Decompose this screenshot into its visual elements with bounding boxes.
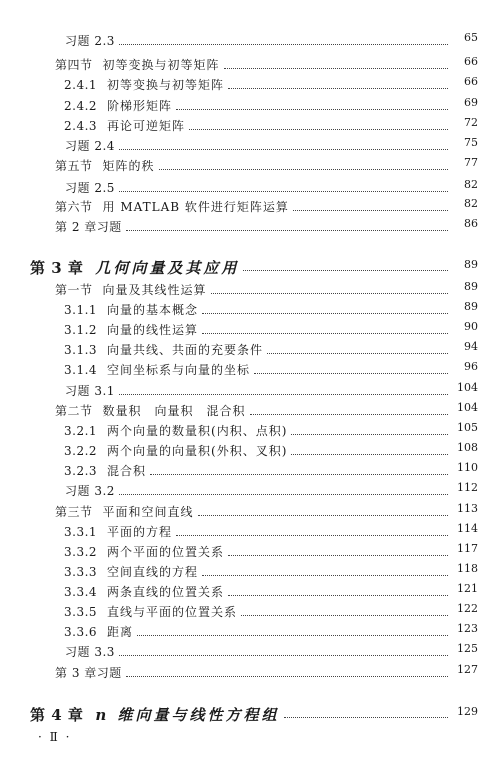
toc-entry-page: 105 xyxy=(457,421,478,434)
toc-entry-label xyxy=(64,119,185,133)
toc-entry-label xyxy=(64,343,263,357)
toc-entry-label xyxy=(64,625,133,639)
toc-entry-number: 3.1.2 xyxy=(64,323,98,337)
toc-entry-number: 2.4.1 xyxy=(64,78,98,92)
toc-entry-title: 向量的基本概念 xyxy=(107,303,199,317)
toc-entry-title: 几何向量及其应用 xyxy=(95,259,240,277)
dot-leader xyxy=(284,716,448,718)
toc-entry-title: 直线与平面的位置关系 xyxy=(107,605,238,619)
toc-entry-label xyxy=(64,565,198,579)
toc-entry xyxy=(0,337,500,357)
dot-leader xyxy=(198,514,448,516)
dot-leader xyxy=(291,433,448,435)
dot-leader xyxy=(228,87,448,89)
toc-entry-page: 66 xyxy=(464,55,478,68)
toc-entry-label xyxy=(64,303,198,317)
dot-leader xyxy=(228,554,448,556)
toc-entry-label xyxy=(64,78,224,92)
toc-entry-label xyxy=(55,220,122,234)
toc-entry-title: 初等变换与初等矩阵 xyxy=(107,78,225,92)
toc-entry-page: 86 xyxy=(464,217,478,230)
toc-entry xyxy=(0,438,500,458)
toc-entry-label xyxy=(55,200,289,214)
toc-entry-label xyxy=(55,58,220,72)
toc-entry-label xyxy=(65,34,115,48)
dot-leader xyxy=(224,67,448,69)
toc-entry-page: 129 xyxy=(457,705,478,718)
toc-entry-number: 3.3.6 xyxy=(64,625,98,639)
toc-entry-number: 3.2.1 xyxy=(64,424,98,438)
toc-entry xyxy=(0,458,500,478)
toc-entry xyxy=(0,153,500,173)
toc-entry-title: 向量及其线性运算 xyxy=(102,283,207,297)
toc-entry-label xyxy=(65,181,115,195)
toc-entry-number: 第二节 xyxy=(55,404,93,418)
toc-entry-page: 127 xyxy=(457,663,478,676)
dot-leader xyxy=(202,332,448,334)
toc-entry-title: 数量积 向量积 混合积 xyxy=(102,404,246,418)
toc-entry xyxy=(0,93,500,113)
toc-entry xyxy=(0,194,500,214)
dot-leader xyxy=(126,229,448,231)
dot-leader xyxy=(150,473,448,475)
toc-entry-title: 两条直线的位置关系 xyxy=(107,585,225,599)
toc-entry-number: 2.4.3 xyxy=(64,119,98,133)
toc-entry xyxy=(0,579,500,599)
toc-entry-number: 3.1.1 xyxy=(64,303,98,317)
toc-entry xyxy=(0,133,500,153)
dot-leader xyxy=(211,292,448,294)
toc-entry xyxy=(0,277,500,297)
toc-entry xyxy=(0,255,500,275)
toc-entry-number: 第 4 章 xyxy=(30,706,84,724)
toc-entry-page: 65 xyxy=(464,31,478,44)
toc-entry-title: n 维向量与线性方程组 xyxy=(95,706,280,724)
dot-leader xyxy=(243,269,448,271)
toc-entry xyxy=(0,660,500,680)
toc-entry-title: 向量共线、共面的充要条件 xyxy=(107,343,264,357)
toc-entry-page: 114 xyxy=(457,522,478,535)
toc-entry-page: 110 xyxy=(457,461,478,474)
toc-entry xyxy=(0,519,500,539)
toc-entry-title: 混合积 xyxy=(107,464,147,478)
toc-entry-number: 3.2.2 xyxy=(64,444,98,458)
toc-entry-number: 第六节 xyxy=(55,200,93,214)
toc-entry-label xyxy=(64,323,198,337)
toc-entry-title: 空间直线的方程 xyxy=(107,565,199,579)
toc-entry xyxy=(0,72,500,92)
toc-entry-page: 121 xyxy=(457,582,478,595)
toc-entry xyxy=(0,378,500,398)
toc-entry xyxy=(0,539,500,559)
toc-entry-title: 距离 xyxy=(107,625,134,639)
toc-entry-title: 空间坐标系与向量的坐标 xyxy=(107,363,251,377)
toc-entry-page: 66 xyxy=(464,75,478,88)
toc-entry xyxy=(0,317,500,337)
toc-entry-page: 122 xyxy=(457,602,478,615)
toc-entry-title: 用 MATLAB 软件进行矩阵运算 xyxy=(102,200,289,214)
toc-entry-number: 第 2 章习题 xyxy=(55,220,122,234)
dot-leader xyxy=(250,413,448,415)
dot-leader xyxy=(241,614,448,616)
toc-entry-page: 89 xyxy=(464,258,478,271)
toc-entry-page: 82 xyxy=(464,178,478,191)
toc-entry xyxy=(0,214,500,234)
toc-entry xyxy=(0,113,500,133)
toc-entry xyxy=(0,499,500,519)
toc-entry-number: 第 3 章 xyxy=(30,259,84,277)
toc-entry xyxy=(0,52,500,72)
toc-entry-label xyxy=(30,708,280,722)
toc-entry-page: 82 xyxy=(464,197,478,210)
toc-entry-page: 69 xyxy=(464,96,478,109)
toc-entry xyxy=(0,418,500,438)
toc-entry-number: 3.3.2 xyxy=(64,545,98,559)
toc-entry-label xyxy=(65,484,115,498)
dot-leader xyxy=(126,675,448,677)
toc-entry-number: 习题 2.4 xyxy=(65,139,115,153)
toc-entry-page: 113 xyxy=(457,502,478,515)
toc-entry-number: 第三节 xyxy=(55,505,93,519)
toc-entry-title: 矩阵的秩 xyxy=(102,159,155,173)
toc-entry-number: 3.3.5 xyxy=(64,605,98,619)
dot-leader xyxy=(137,634,448,636)
toc-entry-number: 3.3.3 xyxy=(64,565,98,579)
dot-leader xyxy=(119,148,448,150)
toc-entry-page: 72 xyxy=(464,116,478,129)
toc-entry-page: 108 xyxy=(457,441,478,454)
dot-leader xyxy=(159,168,448,170)
toc-entry-page: 96 xyxy=(464,360,478,373)
toc-entry-number: 第 3 章习题 xyxy=(55,666,122,680)
toc-entry-number: 习题 2.3 xyxy=(65,34,115,48)
toc-entry-label xyxy=(64,99,172,113)
toc-entry-label xyxy=(65,384,115,398)
toc-entry-page: 89 xyxy=(464,280,478,293)
toc-entry-label xyxy=(55,666,122,680)
toc-entry xyxy=(0,357,500,377)
dot-leader xyxy=(119,190,448,192)
toc-entry-label xyxy=(55,505,194,519)
dot-leader xyxy=(254,372,448,374)
toc-entry-label xyxy=(55,404,246,418)
toc-entry-page: 118 xyxy=(457,562,478,575)
toc-entry-label xyxy=(65,139,115,153)
toc-entry xyxy=(0,398,500,418)
toc-entry-label xyxy=(30,261,239,275)
toc-entry-page: 75 xyxy=(464,136,478,149)
dot-leader xyxy=(202,574,448,576)
toc-entry xyxy=(0,28,500,48)
dot-leader xyxy=(267,352,448,354)
toc-entry-title: 再论可逆矩阵 xyxy=(107,119,186,133)
toc-entry-label xyxy=(64,464,146,478)
toc-entry xyxy=(0,559,500,579)
toc-entry-page: 90 xyxy=(464,320,478,333)
toc-entry-title: 两个平面的位置关系 xyxy=(107,545,225,559)
dot-leader xyxy=(119,654,448,656)
dot-leader xyxy=(176,108,448,110)
toc-entry-page: 77 xyxy=(464,156,478,169)
toc-entry-number: 习题 3.1 xyxy=(65,384,115,398)
toc-entry xyxy=(0,297,500,317)
dot-leader xyxy=(291,453,448,455)
toc-entry-page: 104 xyxy=(457,381,478,394)
dot-leader xyxy=(202,312,448,314)
toc-entry-page: 94 xyxy=(464,340,478,353)
toc-entry-title: 初等变换与初等矩阵 xyxy=(102,58,220,72)
toc-entry xyxy=(0,175,500,195)
toc-entry-number: 第四节 xyxy=(55,58,93,72)
toc-entry-number: 习题 2.5 xyxy=(65,181,115,195)
page-footer: · Ⅱ · xyxy=(38,730,72,744)
toc-entry-title: 平面和空间直线 xyxy=(102,505,194,519)
toc-entry-label xyxy=(65,645,115,659)
dot-leader xyxy=(228,594,448,596)
toc-entry-number: 3.2.3 xyxy=(64,464,98,478)
toc-entry xyxy=(0,639,500,659)
toc-entry-page: 123 xyxy=(457,622,478,635)
toc-entry-page: 112 xyxy=(457,481,478,494)
toc-entry-title: 两个向量的向量积(外积、叉积) xyxy=(107,444,288,458)
toc-entry xyxy=(0,599,500,619)
toc-entry-label xyxy=(64,363,250,377)
toc-entry-number: 3.1.4 xyxy=(64,363,98,377)
toc-entry-page: 117 xyxy=(457,542,478,555)
toc-entry-label xyxy=(64,585,224,599)
dot-leader xyxy=(119,393,448,395)
dot-leader xyxy=(119,43,448,45)
toc-entry-number: 第五节 xyxy=(55,159,93,173)
toc-entry-number: 第一节 xyxy=(55,283,93,297)
toc-entry-page: 89 xyxy=(464,300,478,313)
toc-entry xyxy=(0,478,500,498)
dot-leader xyxy=(176,534,448,536)
toc-entry xyxy=(0,702,500,722)
toc-entry-label xyxy=(64,424,287,438)
toc-entry-label xyxy=(55,159,155,173)
toc-entry-label xyxy=(64,444,287,458)
toc-entry-number: 习题 3.2 xyxy=(65,484,115,498)
toc-entry-number: 3.3.1 xyxy=(64,525,98,539)
toc-entry-number: 2.4.2 xyxy=(64,99,98,113)
toc-entry-title: 两个向量的数量积(内积、点积) xyxy=(107,424,288,438)
toc-entry xyxy=(0,619,500,639)
toc-entry-page: 125 xyxy=(457,642,478,655)
toc-entry-label xyxy=(64,525,172,539)
toc-entry-title: 向量的线性运算 xyxy=(107,323,199,337)
dot-leader xyxy=(189,128,448,130)
toc-entry-title: 平面的方程 xyxy=(107,525,173,539)
toc-entry-page: 104 xyxy=(457,401,478,414)
dot-leader xyxy=(293,209,448,211)
toc-entry-number: 习题 3.3 xyxy=(65,645,115,659)
toc-entry-number: 3.3.4 xyxy=(64,585,98,599)
toc-entry-number: 3.1.3 xyxy=(64,343,98,357)
toc-entry-title: 阶梯形矩阵 xyxy=(107,99,173,113)
toc-entry-label xyxy=(64,605,237,619)
toc-entry-label xyxy=(55,283,207,297)
dot-leader xyxy=(119,493,448,495)
toc-entry-label xyxy=(64,545,224,559)
